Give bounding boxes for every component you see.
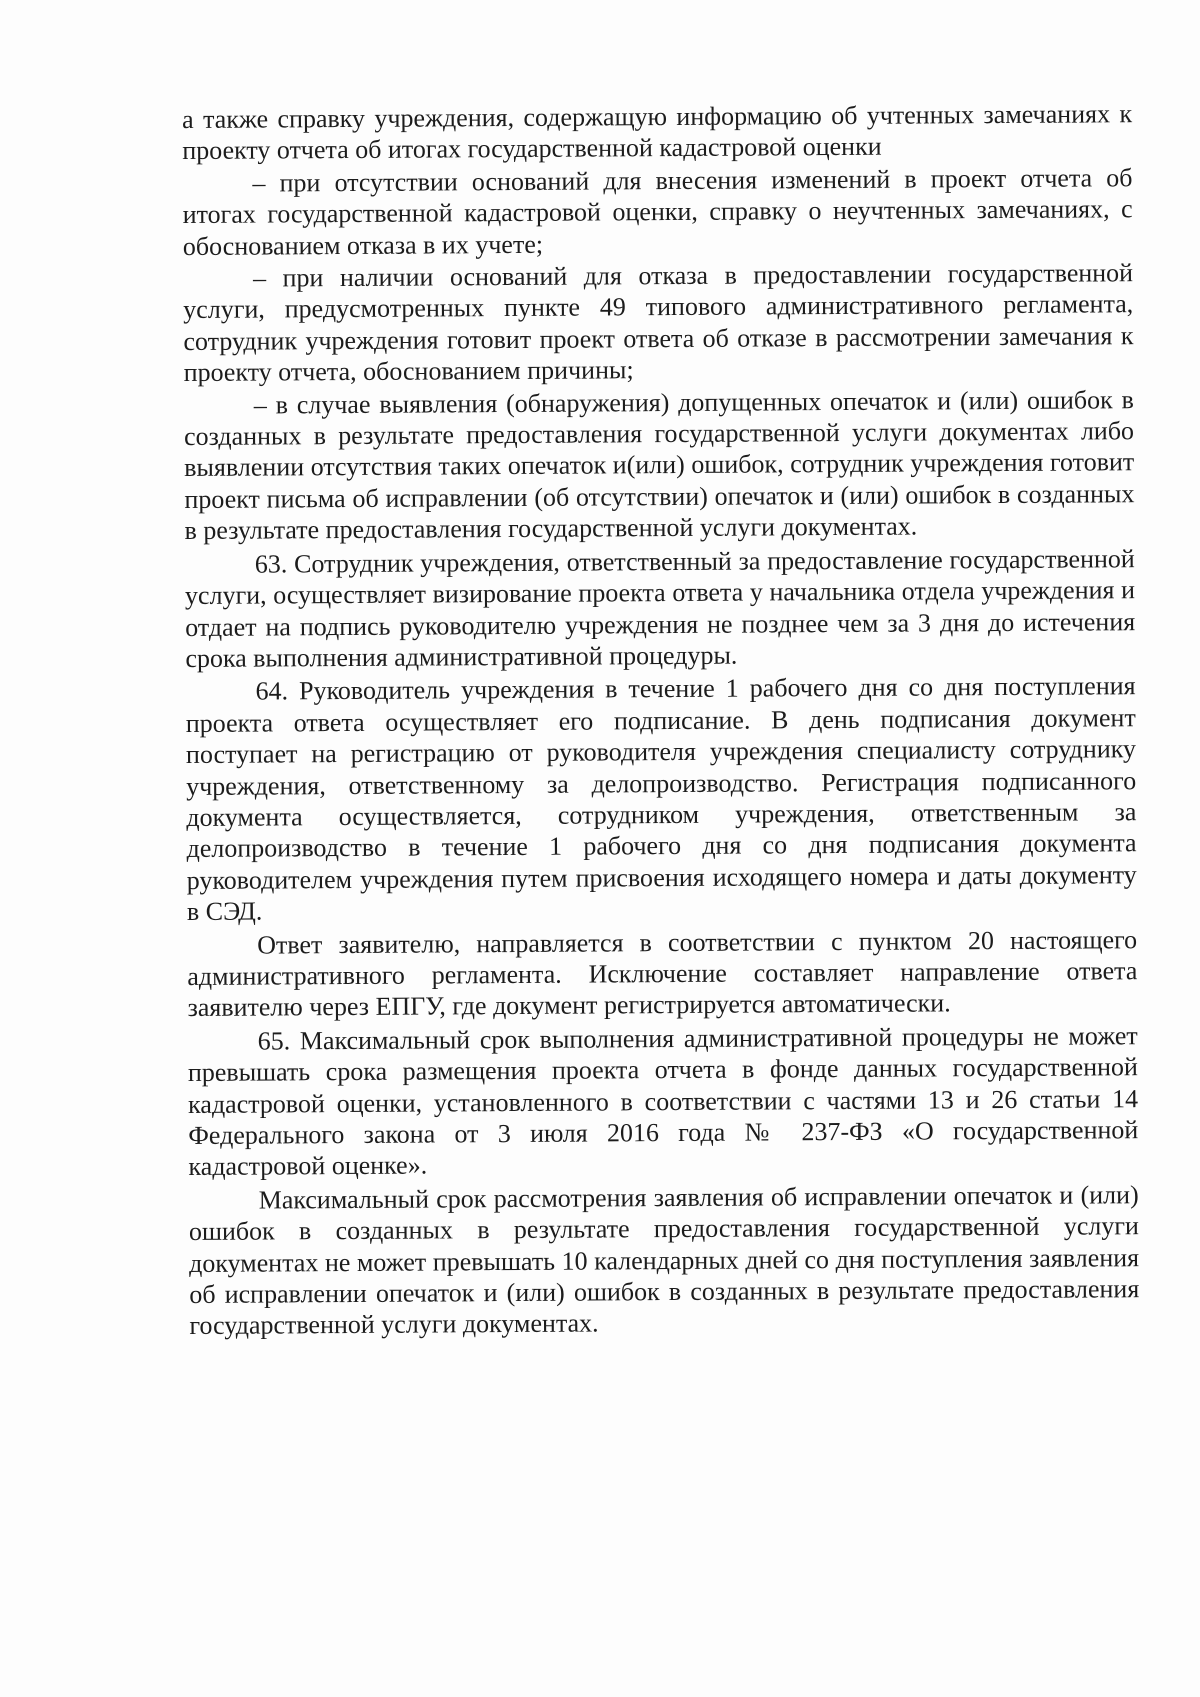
paragraph-continuation: а также справку учреждения, содержащую информацию об учтенных замечаниях к проекту отчета об итогах государственной кадастровой оценки: [182, 99, 1133, 166]
paragraph-answer-applicant: Ответ заявителю, направляется в соответствии с пунктом 20 настоящего административного регламента. Исключение составляет направление ответа заявителю через ЕПГУ, где документ регистрируется автоматически.: [187, 924, 1138, 1023]
paragraph-max-term: Максимальный срок рассмотрения заявления об исправлении опечаток и (или) ошибок в созданных в результате предоставления государственной услуги документах не может превышать 10 календарных дней со дня поступления заявления об исправлении опечаток и (или) ошибок в созданных в результате предоставления государственной услуги документах.: [188, 1179, 1140, 1341]
document-body: [182, 98, 1140, 1343]
paragraph-typo-errors: – в случае выявления (обнаружения) допущенных опечаток и (или) ошибок в созданных в результате предоставления государственной услуги документах либо выявлении отсутствия таких опечаток и(или) ошибок, сотрудник учреждения готовит проект письма об исправлении (об отсутствии) опечаток и (или) ошибок в созданных в результате предоставления государственной услуги документах.: [183, 384, 1135, 546]
paragraph-64: 64. Руководитель учреждения в течение 1 рабочего дня со дня поступления проекта ответа осуществляет его подписание. В день подписания документ поступает на регистрацию от руководителя учреждения специалисту сотруднику учреждения, ответственному за делопроизводство. Регистрация подписанного документа осуществляется, сотрудником учреждения, ответственным за делопроизводство в течение 1 рабочего дня со дня подписания документа руководителем учреждения путем присвоения исходящего номера и даты документу в СЭД.: [185, 671, 1137, 927]
paragraph-no-grounds: – при отсутствии оснований для внесения изменений в проект отчета об итогах государственной кадастровой оценки, справку о неучтенных замечаниях, с обоснованием отказа в их учете;: [182, 163, 1133, 261]
paragraph-63: 63. Сотрудник учреждения, ответственный за предоставление государственной услуги, осуществляет визирование проекта ответа у начальника отдела учреждения и отдает на подпись руководителю учреждения не позднее чем за 3 дня до истечения срока выполнения административной процедуры.: [184, 543, 1136, 673]
paragraph-refusal-grounds: – при наличии оснований для отказа в предоставлении государственной услуги, предусмотренных пункте 49 типового административного регламента, сотрудник учреждения готовит проект ответа об отказе в рассмотрении замечания к проекту отчета, обоснованием причины;: [183, 258, 1134, 388]
paragraph-65: 65. Максимальный срок выполнения административной процедуры не может превышать срока размещения проекта отчета в фонде данных государственной кадастровой оценки, установленного в соответствии с частями 13 и 26 статьи 14 Федерального закона от 3 июля 2016 года № 237-ФЗ «О государственной кадастровой оценке».: [187, 1020, 1139, 1182]
